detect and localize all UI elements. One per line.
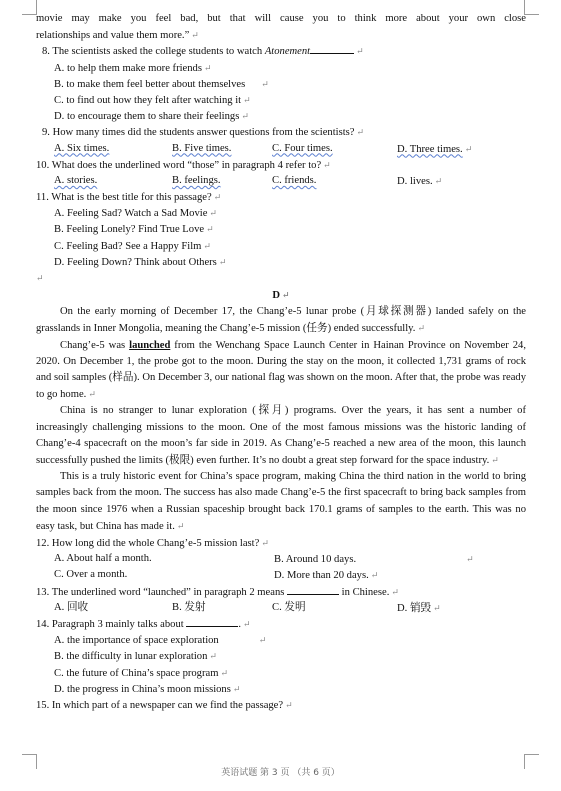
paragraph-mark: ↵ [213,192,222,203]
question-stem: 11. What is the best title for this passage? [36,192,212,204]
option-row [36,551,526,567]
option [36,205,526,221]
question-stem: 13. The underlined word “launched” in paragraph 2 means [36,586,288,598]
text-line: movie may make you feel bad, but that will cause you to think more about your own close [36,13,526,24]
paragraph-mark: ↵ [464,143,473,154]
option-text: A. Feeling Sad? Watch a Sad Movie [54,208,208,220]
option-row [36,567,526,583]
option [36,648,526,664]
option-text: D. lives. [397,175,433,187]
option-text: C. Four times. [272,142,333,154]
paragraph-mark: ↵ [356,46,364,57]
paragraph-mark: ↵ [203,62,212,73]
option-text: D. More than 20 days. [274,570,369,582]
paragraph-mark: ↵ [370,570,379,581]
paragraph-text: Chang’e-5 was [60,339,130,351]
option-text: B. 发射 [172,601,206,613]
crop-mark-top-left [22,0,37,15]
option-text: C. the future of China’s space program [54,667,219,679]
option-text: D. Feeling Down? Think about Others [54,256,217,268]
question-stem: 15. In which part of a newspaper can we find the passage? [36,699,284,711]
option-text: C. 发明 [272,601,306,613]
option-text: C. Feeling Bad? See a Happy Film [54,240,202,252]
passage-paragraph-4 [36,469,526,535]
answer-blank [310,43,354,54]
paragraph-mark: ↵ [258,635,267,646]
option [36,221,526,237]
question-stem: 8. The scientists asked the college students to watch [42,46,265,58]
question-11 [36,189,526,205]
paragraph-mark: ↵ [434,175,443,186]
option-text: D. the progress in China’s moon missions [54,683,231,695]
paragraph-mark: ↵ [391,586,399,597]
paragraph-mark: ↵ [243,94,251,105]
option-text: C. to find out how they felt after watching it [54,94,242,106]
underlined-word: launched [129,339,171,351]
option-text: D. Three times. [397,143,463,155]
question-stem: 14. Paragraph 3 mainly talks about [36,618,187,630]
document-body [36,11,526,713]
option-text: B. the difficulty in lunar exploration [54,651,208,663]
paragraph-mark: ↵ [232,683,241,694]
paragraph-mark: ↵ [323,159,331,170]
option [36,76,526,92]
paragraph-mark: ↵ [203,240,211,251]
option [36,632,526,648]
option-text: A. About half a month. [54,553,152,565]
paragraph-mark: ↵ [206,224,214,235]
question-10 [36,157,526,173]
paragraph-text: China is no stranger to lunar exploration (探月) programs. Over the years, it has sent a number of increasingly challenging missions to the moon. One of the most famous missions was the historic landing of Chang’e-4 spacecraft on the moon’s far side in 2019. As Chang’e-5 reached a new area of the moon, this launch successfully pushed the limits (极限) even further. It’s no doubt a great step forward for the space industry. [36,405,526,467]
question-14 [36,616,526,632]
option-text: C. friends. [272,174,317,186]
empty-line [36,270,526,286]
option-text: A. Six times. [54,142,110,154]
movie-title: Atonement [264,46,311,58]
paragraph-text: On the early morning of December 17, the Chang’e-5 lunar probe (月球探测器) landed safely on the grasslands in Inner Mongolia, meaning the Chang’e-5 mission (任务) ended successfully. [36,306,526,335]
section-label: D [272,290,281,302]
passage-paragraph-2 [36,338,526,404]
paragraph-mark: ↵ [261,78,269,89]
paragraph-mark: ↵ [282,290,290,301]
question-stem: 12. How long did the whole Chang’e-5 mission last? [36,538,260,550]
option [36,254,526,270]
text-line [36,27,526,43]
option [36,60,526,76]
answer-blank [186,616,238,627]
paragraph-mark: ↵ [209,208,217,219]
option-row [36,600,526,616]
paragraph-mark: ↵ [285,699,293,710]
paragraph-mark: ↵ [220,667,228,678]
option [36,681,526,697]
page-footer: 英语试题 第 3 页 （共 6 页） [221,768,340,778]
option-text: A. stories. [54,174,98,186]
question-15 [36,697,526,713]
option-text: B. Five times. [172,142,232,154]
paragraph-mark: ↵ [466,554,474,565]
option [36,238,526,254]
paragraph-mark: ↵ [191,30,199,41]
question-8 [36,43,526,59]
passage-paragraph-3 [36,403,526,469]
option-text: B. feelings. [172,174,221,186]
option-text: D. to encourage them to share their feelings [54,111,240,123]
paragraph-mark: ↵ [218,256,227,267]
question-9 [36,124,526,140]
option-text: C. Over a month. [54,569,128,581]
answer-blank [287,584,339,595]
option-text: B. Around 10 days. [274,554,357,566]
option-text: D. 销毁 [397,602,432,614]
paragraph-mark: ↵ [241,111,249,122]
paragraph-text: from the Wenchang Space Launch Center in Hainan Province on November 24, 2020. On December 1, the probe got to the moon. During the stay on the moon, it collected 1,731 grams of rock and soil samples (样品). On December 3, our national flag was shown on the moon. After that, the probe was ready to go home. [36,339,526,401]
paragraph-mark: ↵ [491,455,499,466]
passage-paragraph-1 [36,304,526,337]
paragraph-mark: ↵ [243,618,251,629]
question-stem: . [238,618,241,630]
paragraph-mark: ↵ [36,273,44,283]
question-13 [36,584,526,600]
paragraph-text: This is a truly historic event for China’s space program, making China the third nation in the world to bring samples back from the moon. The success has also made Chang’e-5 the first spacecraft to bring back samples from the moon since 1976 when a Russian spaceship brought back 170.1 grams of samples to the earth. This was no easy task, but China has made it. [36,471,526,532]
question-stem: in Chinese. [339,586,390,598]
option [36,665,526,681]
question-stem: 9. How many times did the students answer questions from the scientists? [42,127,355,139]
text-span: relationships and value them more.” [36,30,190,42]
section-heading [36,286,526,304]
option-text: B. to make them feel better about themselves [54,78,246,90]
option [36,108,526,124]
paragraph-mark: ↵ [417,323,425,334]
option-text: B. Feeling Lonely? Find True Love [54,224,205,236]
option [36,92,526,108]
option-text: A. to help them make more friends [54,62,202,74]
paragraph-mark: ↵ [209,651,217,662]
paragraph-mark: ↵ [356,127,365,138]
option-text: A. the importance of space exploration [54,635,219,647]
paragraph-mark: ↵ [88,389,96,400]
crop-mark-top-right [524,0,539,15]
paragraph-mark: ↵ [433,602,441,613]
paragraph-mark: ↵ [176,520,185,531]
question-stem: 10. What does the underlined word “those” in paragraph 4 refer to? [36,159,322,171]
paragraph-mark: ↵ [261,538,269,549]
option-text: A. 回收 [54,601,89,613]
question-12 [36,535,526,551]
option-row [36,173,526,189]
option-row [36,141,526,157]
